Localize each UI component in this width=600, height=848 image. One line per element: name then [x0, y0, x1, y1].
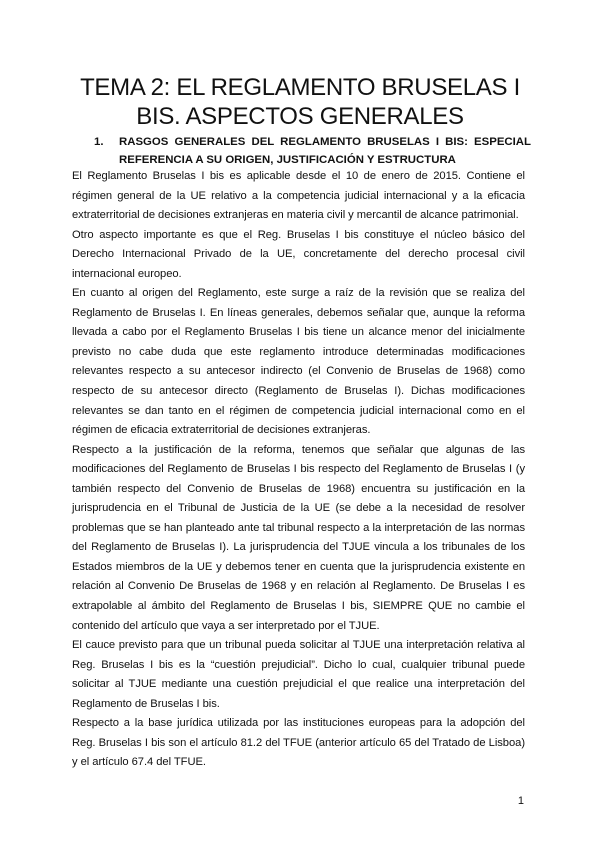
paragraph: En cuanto al origen del Reglamento, este surge a raíz de la revisión que se realiza del Reglamento de Bruselas I. En líneas generales, debemos señalar que, aunque la reforma llevada a cabo por el Reglamento Bruselas I bis tiene un alcance menor del inicialmente previsto no cabe duda que este reglamento introduce determinadas modificaciones relevantes respecto a su antecesor indirecto (el Convenio de Bruselas de 1968) como respecto de su antecesor directo (Reglamento de Bruselas I). Dichas modificaciones relevantes se dan tanto en el régimen de competencia judicial internacional como en el régimen de eficacia extraterritorial de decisiones extranjeras.: [72, 287, 525, 437]
title-line-1: TEMA 2: EL REGLAMENTO BRUSELAS I: [80, 74, 520, 101]
title-line-2: BIS. ASPECTOS GENERALES: [136, 103, 464, 130]
section-heading: [94, 133, 531, 169]
paragraph: Otro aspecto importante es que el Reg. Bruselas I bis constituye el núcleo básico del Derecho Internacional Privado de la UE, concretamente del derecho procesal civil internacional europeo.: [72, 228, 525, 280]
paragraph: Respecto a la justificación de la reforma, tenemos que señalar que algunas de las modificaciones del Reglamento de Bruselas I bis respecto del Reglamento de Bruselas I (y también respecto del Convenio de Bruselas de 1968) encuentra su justificación en la jurisprudencia en el Tribunal de Justicia de la UE (se debe a la necesidad de resolver problemas que se han planteado ante tal tribunal respecto a la interpretación de las normas del Reglamento de Bruselas I). La jurisprudencia del TJUE vincula a los tribunales de los Estados miembros de la UE y debemos tener en cuenta que la jurisprudencia existente en relación al Convenio De Bruselas de 1968 y en relación al Reglamento. De Bruselas I es extrapolable al ámbito del Reglamento de Bruselas I bis, SIEMPRE QUE no cambie el contenido del artículo que vaya a ser interpretado por el TJUE.: [72, 443, 525, 632]
page-number: 1: [517, 795, 524, 807]
section-number: 1.: [94, 136, 104, 148]
paragraph: Respecto a la base jurídica utilizada por las instituciones europeas para la adopción del Reg. Bruselas I bis son el artículo 81.2 del TFUE (anterior artículo 65 del Tratado de Lisboa) y el artículo 67.4 del TFUE.: [72, 717, 525, 769]
body-text: [72, 167, 525, 773]
document-title: [60, 73, 540, 131]
paragraph: El cauce previsto para que un tribunal pueda solicitar al TJUE una interpretación relativa al Reg. Bruselas I bis es la “cuestión prejudicial”. Dicho lo cual, cualquier tribunal puede solicitar al TJUE mediante una cuestión prejudicial el que realice una interpretación del Reglamento de Bruselas I bis.: [72, 639, 525, 710]
paragraph: El Reglamento Bruselas I bis es aplicable desde el 10 de enero de 2015. Contiene el régimen general de la UE relativo a la competencia judicial internacional y a la eficacia extraterritorial de decisiones extranjeras en materia civil y mercantil de alcance patrimonial.: [72, 170, 525, 222]
section-heading-text: RASGOS GENERALES DEL REGLAMENTO BRUSELAS I BIS: ESPECIAL REFERENCIA A SU ORIGEN, JUSTIFICACIÓN Y ESTRUCTURA: [119, 136, 531, 166]
